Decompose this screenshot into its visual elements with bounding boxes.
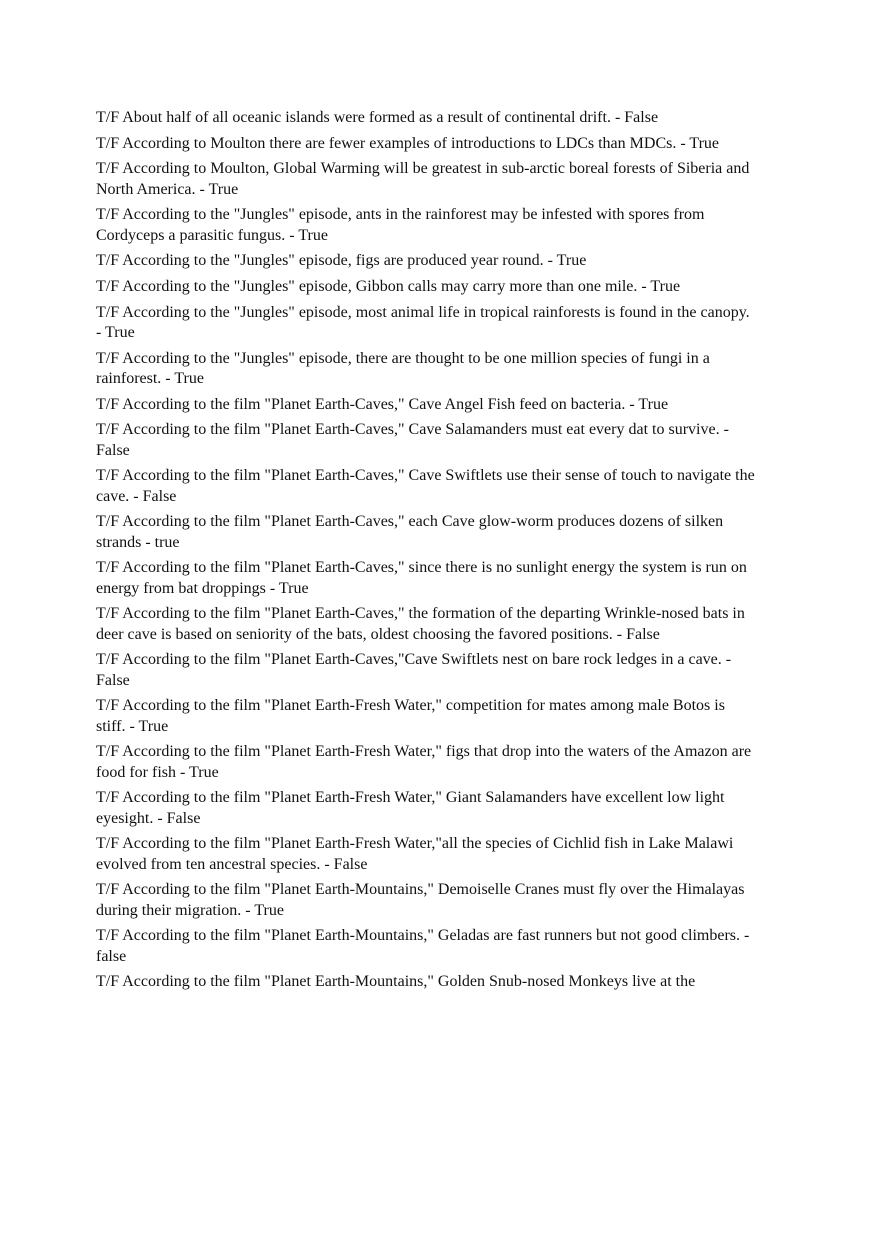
list-item: T/F According to the "Jungles" episode, there are thought to be one million species of fungi in a rainforest. - True xyxy=(96,349,710,387)
list-item: T/F According to the film "Planet Earth-Caves," Cave Angel Fish feed on bacteria. - True xyxy=(96,395,669,413)
list-item: T/F About half of all oceanic islands were formed as a result of continental drift. - False xyxy=(96,109,659,126)
list-item: T/F According to the film "Planet Earth-Caves,"Cave Swiftlets nest on bare rock ledges in a cave. - False xyxy=(96,651,732,689)
list-item: T/F According to the film "Planet Earth-Mountains," Geladas are fast runners but not good climbers. - false xyxy=(96,927,750,965)
list-item: T/F According to the film "Planet Earth-Mountains," Demoiselle Cranes must fly over the Himalayas during their migration. - True xyxy=(96,881,745,919)
true-false-list xyxy=(96,108,756,998)
list-item: T/F According to the film "Planet Earth-Mountains," Golden Snub-nosed Monkeys live at the xyxy=(96,973,696,991)
list-item: T/F According to the film "Planet Earth-Caves," Cave Salamanders must eat every dat to survive. - False xyxy=(96,421,729,459)
list-item: T/F According to the film "Planet Earth-Fresh Water,"all the species of Cichlid fish in Lake Malawi evolved from ten ancestral species. - False xyxy=(96,835,734,873)
list-item: T/F According to the "Jungles" episode, most animal life in tropical rainforests is found in the canopy. - True xyxy=(96,303,750,342)
list-item: T/F According to the film "Planet Earth-Fresh Water," figs that drop into the waters of the Amazon are food for fish - True xyxy=(96,743,752,781)
list-item: T/F According to Moulton there are fewer examples of introductions to LDCs than MDCs. - True xyxy=(96,134,720,152)
list-item: T/F According to the film "Planet Earth-Caves," the formation of the departing Wrinkle-nosed bats in deer cave is based on seniority of the bats, oldest choosing the favored positions. - False xyxy=(96,605,745,643)
list-item: T/F According to the film "Planet Earth-Fresh Water," competition for mates among male Botos is stiff. - True xyxy=(96,697,725,735)
list-item: T/F According to the film "Planet Earth-Caves," each Cave glow-worm produces dozens of silken strands - true xyxy=(96,513,724,551)
list-item: T/F According to the film "Planet Earth-Caves," since there is no sunlight energy the system is run on energy from bat droppings - True xyxy=(96,559,747,597)
list-item: T/F According to the film "Planet Earth-Caves," Cave Swiftlets use their sense of touch to navigate the cave. - False xyxy=(96,467,755,505)
list-item: T/F According to Moulton, Global Warming will be greatest in sub-arctic boreal forests of Siberia and North America. - True xyxy=(96,160,750,198)
list-item: T/F According to the film "Planet Earth-Fresh Water," Giant Salamanders have excellent low light eyesight. - False xyxy=(96,789,725,827)
list-item: T/F According to the "Jungles" episode, figs are produced year round. - True xyxy=(96,252,587,270)
list-item: T/F According to the "Jungles" episode, ants in the rainforest may be infested with spores from Cordyceps a parasitic fungus. - True xyxy=(96,206,705,244)
list-item: T/F According to the "Jungles" episode, Gibbon calls may carry more than one mile. - True xyxy=(96,278,681,296)
